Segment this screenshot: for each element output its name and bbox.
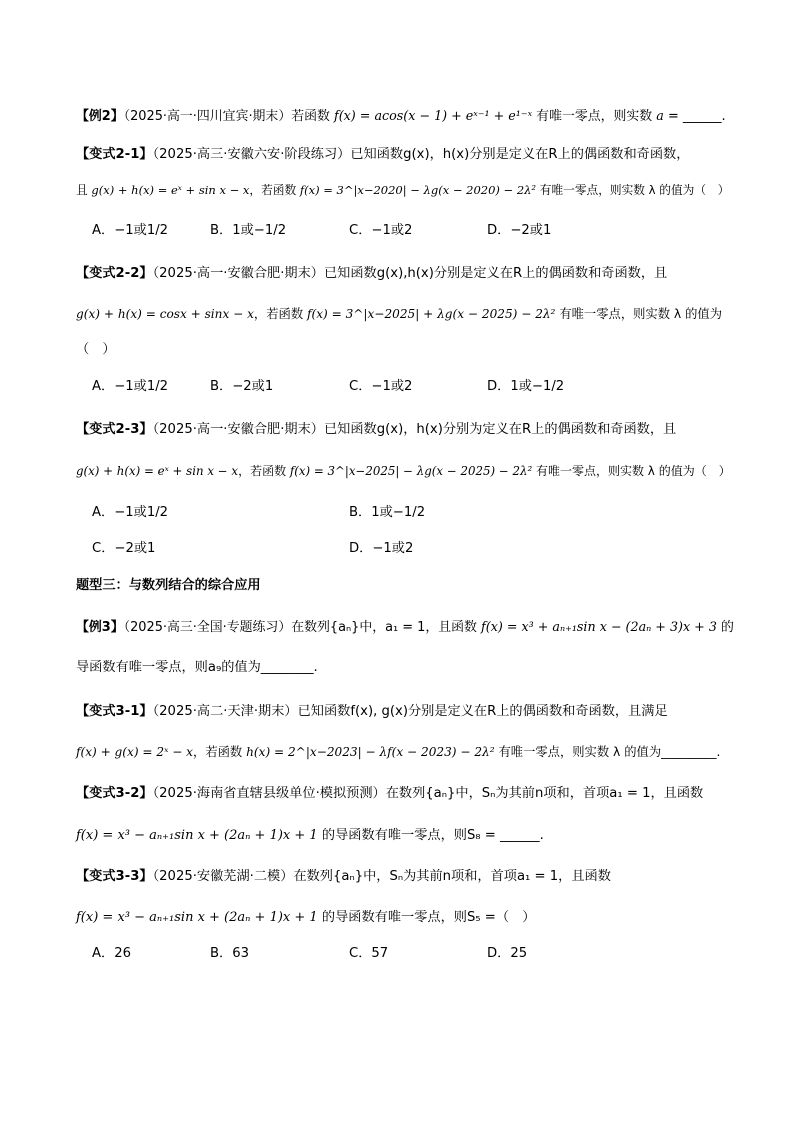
example-3-line1 [76, 617, 734, 638]
option-c[interactable]: C．57 [349, 946, 389, 961]
problem-text: 若函数 [291, 109, 334, 124]
problem-text: 已知函数g(x)，h(x)分别是定义在R上的偶函数和奇函数， [350, 147, 690, 162]
problem-text: 的 [716, 620, 734, 635]
problem-tag: 【变式3-3】 [76, 869, 153, 884]
formula: g(x) + h(x) = eˣ + sin x − x [91, 183, 250, 197]
variant-2-3-line2 [76, 461, 731, 481]
problem-text: 有唯一零点，则实数 λ 的值为（ ） [532, 464, 731, 478]
problem-text: ，若函数 [253, 307, 308, 321]
problem-tag: 【变式2-3】 [76, 422, 153, 437]
problem-source: （2025·高一·四川宜宾·期末） [123, 109, 292, 124]
formula: f(x) = x³ + aₙ₊₁sin x − (2aₙ + 3)x + 3 [481, 619, 717, 634]
problem-text: 的导函数有唯一零点，则S₅ =（ ） [317, 910, 536, 925]
problem-text: 且 [76, 183, 92, 197]
formula: f(x) = 3^|x−2025| − λg(x − 2025) − 2λ² [289, 464, 533, 478]
option-d[interactable]: D．−2或1 [487, 223, 552, 238]
problem-tag: 【变式2-1】 [76, 147, 153, 162]
section-title: 题型三：与数列结合的综合应用 [76, 578, 261, 593]
formula: f(x) = 3^|x−2020| − λg(x − 2020) − 2λ² [299, 183, 537, 197]
variant-2-3-line1 [76, 420, 676, 440]
problem-text: 有唯一零点，则实数 λ 的值为（ ） [536, 183, 730, 197]
option-d[interactable]: D．−1或2 [349, 541, 414, 556]
problem-source: （2025·高一·安徽合肥·期末） [152, 266, 324, 281]
problem-text: 已知函数g(x),h(x)分别是定义在R上的偶函数和奇函数，且 [324, 266, 668, 281]
variant-2-2-line2 [76, 304, 722, 324]
formula: g(x) + h(x) = eˣ + sin x − x [76, 464, 239, 478]
variant-3-2-line1 [76, 784, 703, 804]
variant-3-1-line1 [76, 702, 668, 722]
problem-source: （2025·高三·安徽六安·阶段练习） [152, 147, 351, 162]
variant-3-3-line1 [76, 867, 611, 887]
option-b[interactable]: B．1或−1/2 [210, 223, 287, 238]
problem-tag: 【例2】 [76, 109, 124, 124]
variant-2-1-line2 [76, 180, 729, 200]
problem-tag: 【例3】 [76, 620, 124, 635]
problem-text: 在数列{aₙ}中，a₁ = 1，且函数 [291, 620, 482, 635]
problem-source: （2025·高二·天津·期末） [152, 704, 298, 719]
answer-blank: = ______. [663, 109, 726, 124]
option-a[interactable]: A．−1或1/2 [92, 505, 169, 520]
option-b[interactable]: B．63 [210, 946, 250, 961]
problem-source: （2025·海南省直辖县级单位·模拟预测） [152, 786, 386, 801]
problem-text: 在数列{aₙ}中，Sₙ为其前n项和，首项a₁ = 1，且函数 [385, 786, 704, 801]
problem-text: ，若函数 [249, 183, 300, 197]
option-c[interactable]: C．−1或2 [349, 223, 413, 238]
option-c[interactable]: C．−1或2 [349, 379, 413, 394]
problem-text: 有唯一零点，则实数 λ 的值为 [555, 307, 722, 321]
problem-source: （2025·安徽芜湖·二模） [152, 869, 294, 884]
formula: g(x) + h(x) = cosx + sinx − x [76, 307, 254, 321]
formula: f(x) + g(x) = 2ˣ − x [76, 745, 194, 759]
option-a[interactable]: A．−1或1/2 [92, 223, 169, 238]
variant-3-1-line2 [76, 742, 720, 762]
option-b[interactable]: B．1或−1/2 [349, 505, 426, 520]
problem-tag: 【变式3-1】 [76, 704, 153, 719]
variant-3-3-line2 [76, 908, 535, 928]
problem-tag: 【变式3-2】 [76, 786, 153, 801]
variant-2-2-line3: （ ） [76, 342, 116, 357]
problem-text: ，若函数 [193, 745, 247, 759]
formula: h(x) = 2^|x−2023| − λf(x − 2023) − 2λ² [246, 745, 495, 759]
problem-source: （2025·高三·全国·专题练习） [123, 620, 292, 635]
example-2 [76, 106, 726, 127]
problem-text: 有唯一零点，则实数 λ 的值为_________. [494, 745, 721, 759]
formula: f(x) = x³ − aₙ₊₁sin x + (2aₙ + 1)x + 1 [76, 828, 318, 843]
example-3-line2: 导函数有唯一零点，则a₉的值为________. [76, 660, 318, 675]
problem-text: 有唯一零点，则实数 [532, 109, 657, 124]
option-b[interactable]: B．−2或1 [210, 379, 274, 394]
formula: f(x) = acos(x − 1) + eˣ⁻¹ + e¹⁻ˣ [334, 108, 533, 123]
problem-text: 的导函数有唯一零点，则S₈ = ______. [317, 828, 544, 843]
variant-2-1-line1 [76, 145, 689, 165]
variable: a [656, 108, 664, 123]
variant-2-2-line1 [76, 264, 667, 284]
problem-text: 已知函数f(x), g(x)分别是定义在R上的偶函数和奇函数，且满足 [297, 704, 668, 719]
problem-text: 在数列{aₙ}中，Sₙ为其前n项和，首项a₁ = 1，且函数 [293, 869, 611, 884]
problem-text: 已知函数g(x)，h(x)分别为定义在R上的偶函数和奇函数，且 [324, 422, 677, 437]
option-c[interactable]: C．−2或1 [92, 541, 156, 556]
option-a[interactable]: A．26 [92, 946, 131, 961]
option-a[interactable]: A．−1或1/2 [92, 379, 169, 394]
problem-text: ，若函数 [238, 464, 290, 478]
formula: f(x) = 3^|x−2025| + λg(x − 2025) − 2λ² [307, 307, 556, 321]
problem-source: （2025·高一·安徽合肥·期末） [152, 422, 324, 437]
option-d[interactable]: D．1或−1/2 [487, 379, 565, 394]
formula: f(x) = x³ − aₙ₊₁sin x + (2aₙ + 1)x + 1 [76, 910, 318, 925]
option-d[interactable]: D．25 [487, 946, 528, 961]
variant-3-2-line2 [76, 826, 544, 846]
problem-tag: 【变式2-2】 [76, 266, 153, 281]
